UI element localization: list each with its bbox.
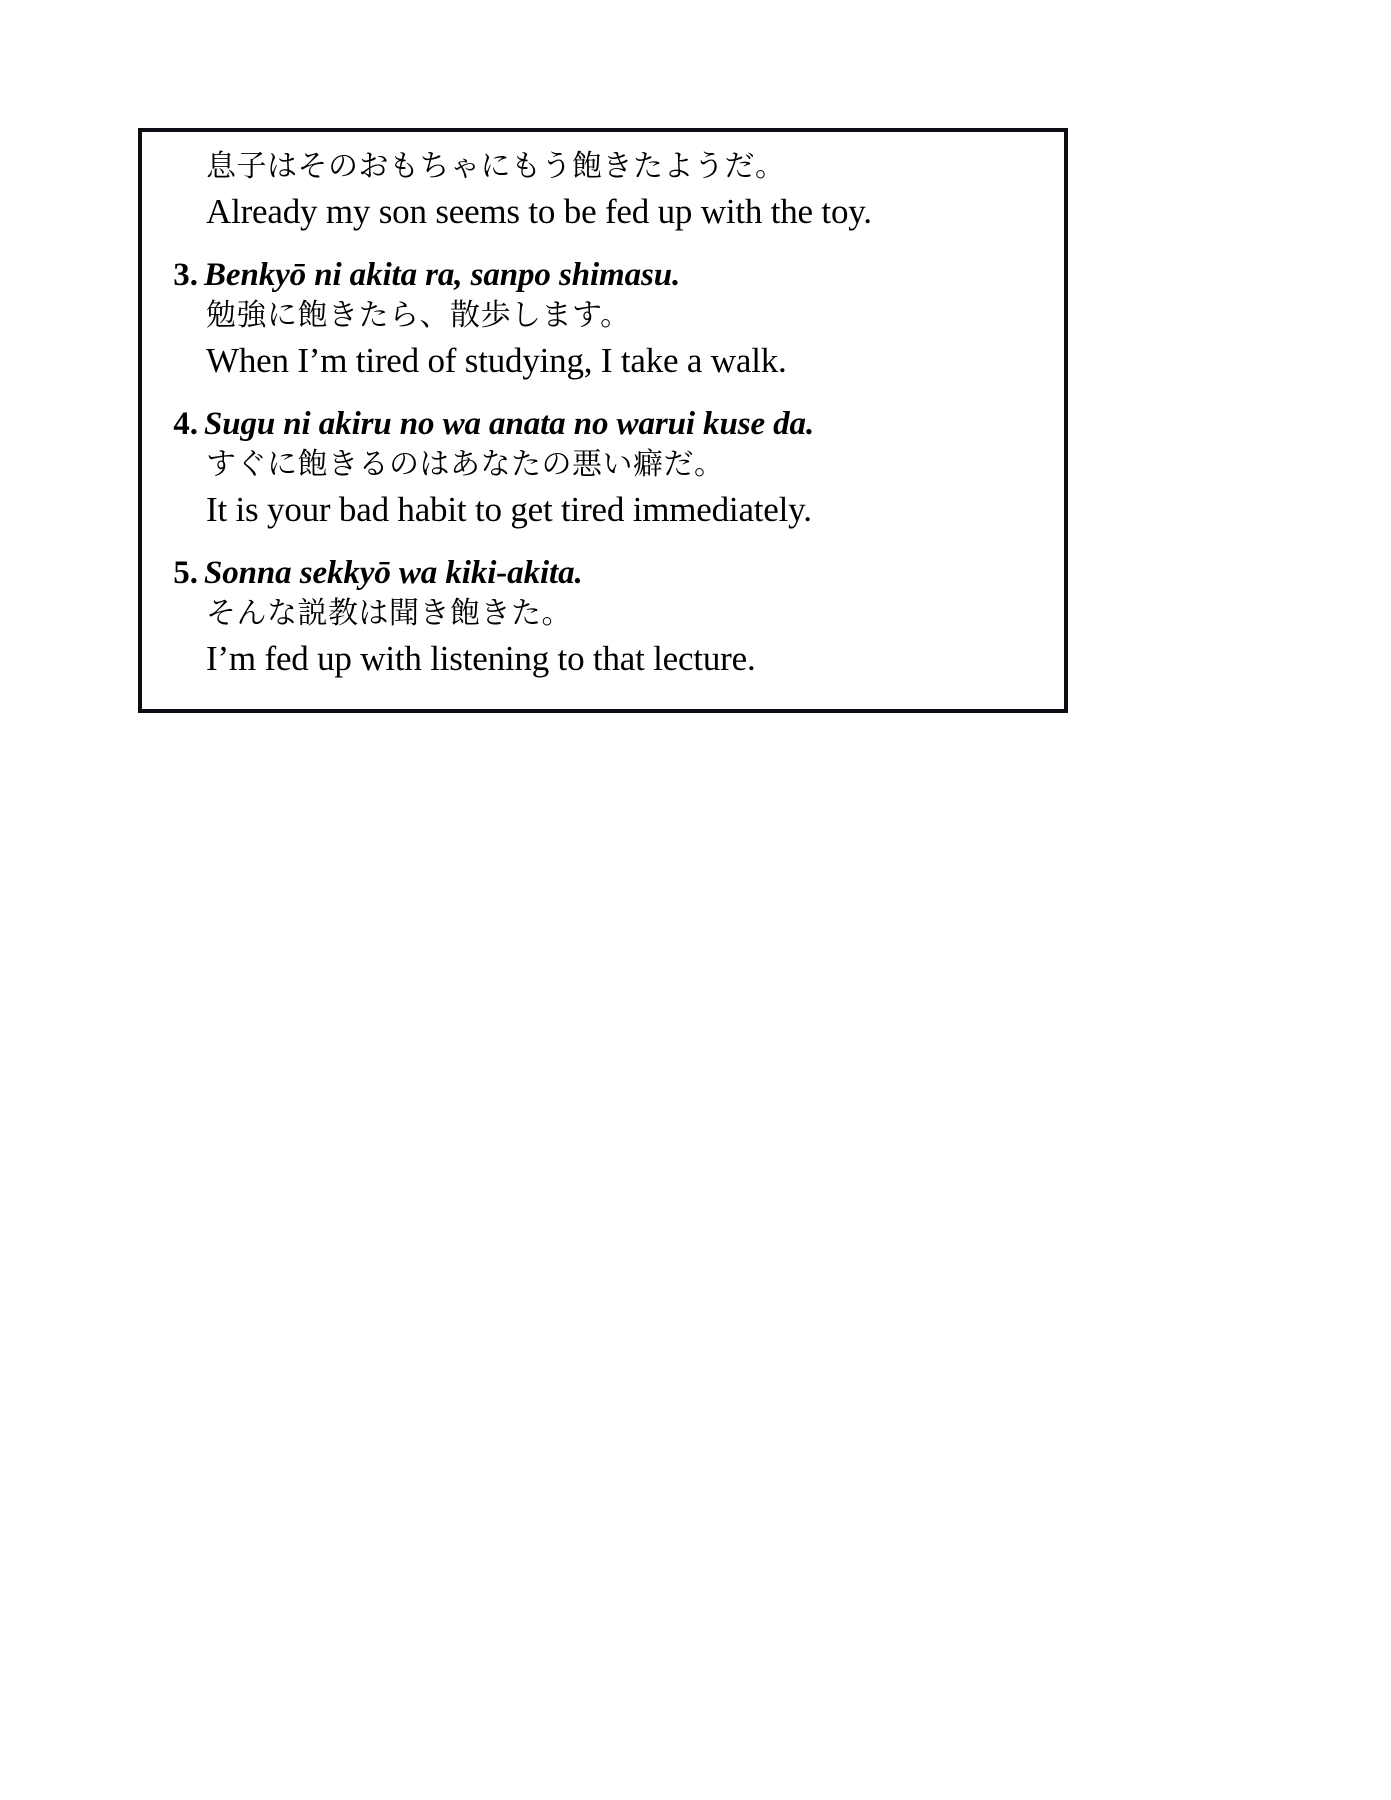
english-translation: Already my son seems to be fed up with the toy. [206,191,872,231]
japanese-sentence: そんな説教は聞き飽きた。 [206,596,572,632]
example-entry [152,256,1054,383]
example-sentences-box [138,128,1068,713]
example-entry [152,554,1054,681]
example-entry-body [152,593,1054,681]
item-number: 3. [173,257,198,294]
example-entry-body [152,146,1054,234]
romaji-row [152,554,1054,593]
english-translation: When I’m tired of studying, I take a walk. [206,340,787,380]
japanese-sentence: 勉強に飽きたら、散歩します。 [206,298,631,334]
english-translation: I’m fed up with listening to that lecture. [206,638,756,678]
item-number: 5. [173,555,198,592]
romaji-sentence: Sonna sekkyō wa kiki-akita. [204,555,583,592]
japanese-sentence: 息子はそのおもちゃにもう飽きたようだ。 [206,149,786,184]
example-entry-body [152,295,1054,383]
english-translation: It is your bad habit to get tired immediately. [206,489,812,529]
romaji-row [152,256,1054,295]
romaji-sentence: Sugu ni akiru no wa anata no warui kuse da. [204,406,815,443]
item-number: 4. [173,406,198,443]
romaji-sentence: Benkyō ni akita ra, sanpo shimasu. [204,257,681,294]
japanese-sentence: すぐに飽きるのはあなたの悪い癖だ。 [206,447,725,483]
example-box-content [142,132,1064,691]
romaji-row [152,405,1054,444]
example-entry-body [152,444,1054,532]
example-entry [152,405,1054,532]
example-entry [152,146,1054,234]
